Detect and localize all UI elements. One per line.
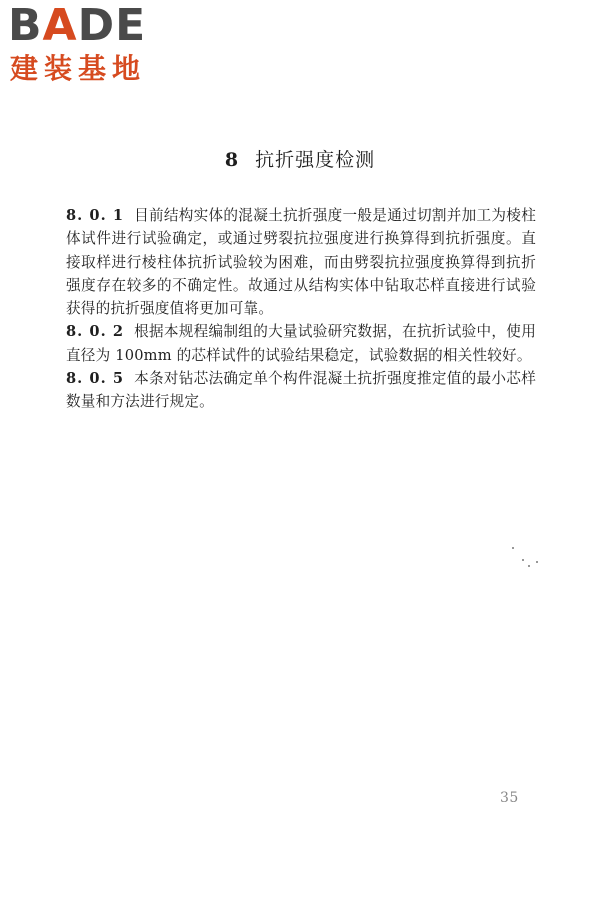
clause-number: 8. 0. 1 <box>66 207 124 224</box>
clause-number: 8. 0. 5 <box>66 370 124 388</box>
clause <box>66 204 536 320</box>
scan-speck <box>536 561 538 563</box>
page-number: 35 <box>500 790 519 806</box>
bade-logo <box>8 0 178 86</box>
chapter-heading <box>0 148 600 172</box>
clause <box>66 367 536 414</box>
clause-text: 本条对钻芯法确定单个构件混凝土抗折强度推定值的最小芯样数量和方法进行规定。 <box>66 370 536 411</box>
logo-wordmark <box>8 0 147 51</box>
body-text <box>66 204 536 414</box>
clause-text: 根据本规程编制组的大量试验研究数据，在抗折试验中，使用直径为 100mm 的芯样试件的试验结果稳定，试验数据的相关性较好。 <box>66 323 536 364</box>
logo-subtitle: 建装基地 <box>10 52 147 85</box>
logo-letter-a: A <box>42 0 78 51</box>
scan-speck <box>528 565 530 567</box>
scan-speck <box>512 547 514 549</box>
logo-letters-de: DE <box>77 0 147 51</box>
clause <box>66 320 536 367</box>
chapter-number: 8 <box>224 149 240 171</box>
chapter-title: 抗折强度检测 <box>255 149 376 171</box>
scan-specks <box>510 545 550 575</box>
clause-number: 8. 0. 2 <box>66 323 124 341</box>
logo-letter-b: B <box>8 0 43 51</box>
scan-speck <box>522 559 524 561</box>
clause-text: 目前结构实体的混凝土抗折强度一般是通过切割并加工为棱柱体试件进行试验确定，或通过劈裂抗拉强度进行换算得到抗折强度。直接取样进行棱柱体抗折试验较为困难，而由劈裂抗拉强度换算得到抗折强度存在较多的不确定性。故通过从结构实体中钻取芯样直接进行试验获得的抗折强度值将更加可靠。 <box>66 207 536 318</box>
